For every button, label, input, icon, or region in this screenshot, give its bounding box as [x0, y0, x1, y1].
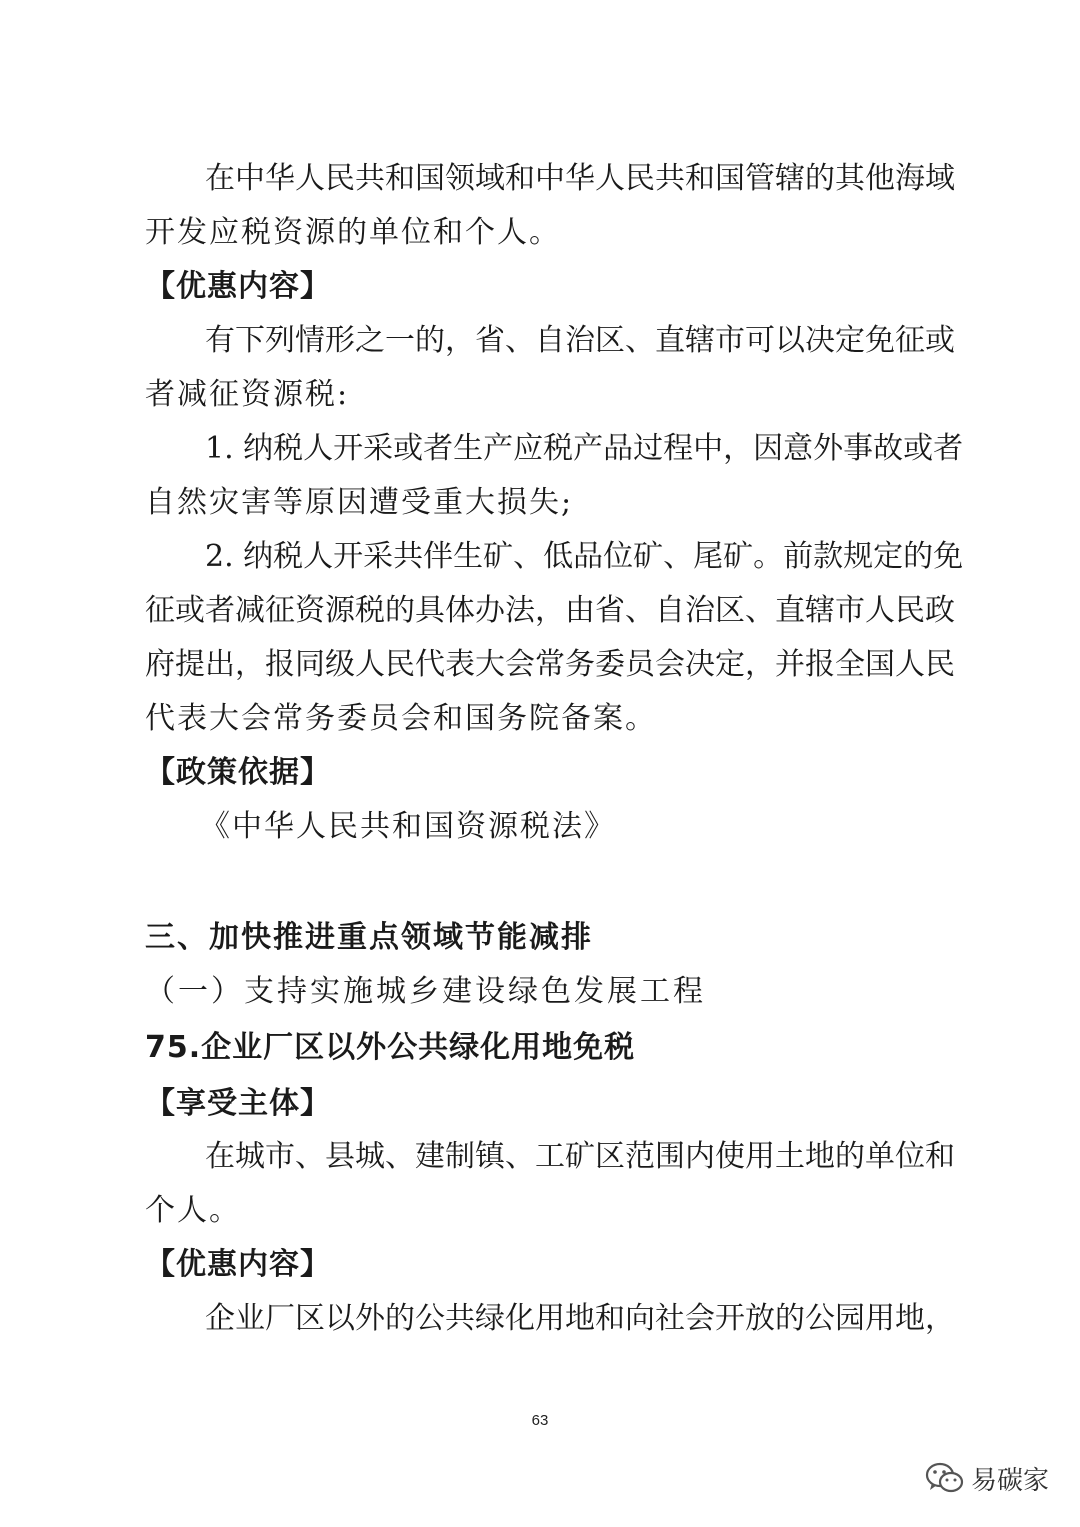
paragraph-line: 开发应税资源的单位和个人。: [145, 215, 561, 250]
item-75-title: 75.企业厂区以外公共绿化用地免税: [145, 1030, 636, 1065]
list-item-1-line: 1. 纳税人开采或者生产应税产品过程中，因意外事故或者: [205, 431, 964, 466]
paragraph-line: 企业厂区以外的公共绿化用地和向社会开放的公园用地，: [205, 1301, 955, 1336]
list-item-2-line: 代表大会常务委员会和国务院备案。: [145, 701, 657, 736]
wechat-icon: [925, 1461, 965, 1495]
watermark-text: 易碳家: [971, 1465, 1050, 1496]
list-item-2-line: 府提出，报同级人民代表大会常务委员会决定，并报全国人民: [145, 647, 955, 682]
list-item-1-line: 自然灾害等原因遭受重大损失;: [145, 485, 574, 520]
paragraph-line: 有下列情形之一的，省、自治区、直辖市可以决定免征或: [205, 323, 955, 358]
page-number: 63: [531, 1412, 549, 1429]
list-item-2-line: 征或者减征资源税的具体办法，由省、自治区、直辖市人民政: [145, 593, 955, 628]
heading-preferential-content: 【优惠内容】: [145, 1247, 331, 1282]
heading-subject: 【享受主体】: [145, 1086, 331, 1121]
policy-basis-text: 《中华人民共和国资源税法》: [200, 809, 616, 844]
paragraph-line: 在城市、县城、建制镇、工矿区范围内使用土地的单位和: [205, 1139, 955, 1174]
paragraph-line: 者减征资源税:: [145, 377, 350, 412]
subsection-heading-1: （一）支持实施城乡建设绿色发展工程: [145, 974, 706, 1009]
watermark: [925, 1460, 1049, 1496]
list-item-2-line: 2. 纳税人开采共伴生矿、低品位矿、尾矿。前款规定的免: [205, 539, 964, 574]
paragraph-line: 在中华人民共和国领域和中华人民共和国管辖的其他海域: [205, 161, 955, 196]
heading-policy-basis: 【政策依据】: [145, 755, 331, 790]
heading-preferential-content: 【优惠内容】: [145, 269, 331, 304]
section-heading-3: 三、加快推进重点领域节能减排: [145, 920, 593, 955]
paragraph-line: 个人。: [145, 1193, 241, 1228]
